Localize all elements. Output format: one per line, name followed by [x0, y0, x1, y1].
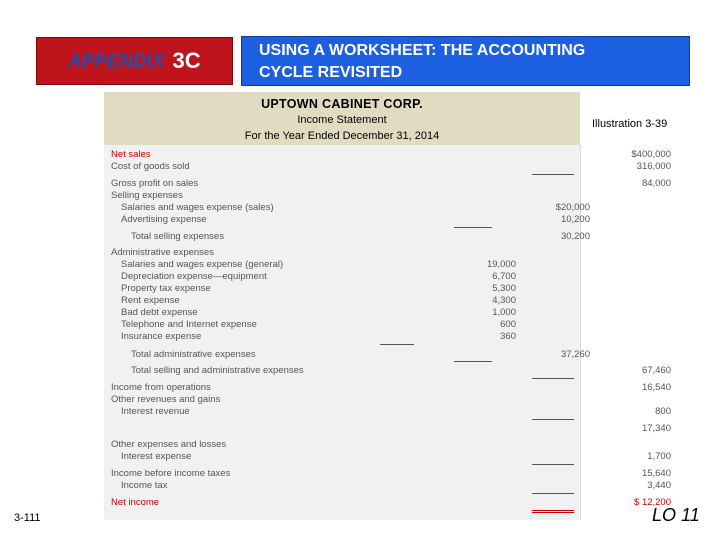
slide-title [241, 36, 690, 86]
row-label: Income before income taxes [111, 468, 231, 479]
underline [532, 464, 574, 465]
row-label: Interest revenue [121, 406, 190, 417]
statement-row [104, 423, 671, 435]
row-label: Insurance expense [121, 331, 202, 342]
double-underline [532, 510, 574, 513]
statement-row [104, 190, 580, 202]
statement-row [104, 497, 671, 509]
row-label: Income tax [121, 480, 168, 491]
row-label: Telephone and Internet expense [121, 319, 257, 330]
statement-name: Income Statement [297, 114, 387, 126]
row-label: Selling expenses [111, 190, 183, 201]
row-amount: 30,200 [560, 231, 590, 242]
row-label: Administrative expenses [111, 247, 214, 258]
row-label: Bad debt expense [121, 307, 198, 318]
row-amount: 37,260 [560, 349, 590, 360]
row-amount: 16,540 [641, 382, 671, 393]
statement-row [104, 406, 671, 418]
row-label: Property tax expense [121, 283, 211, 294]
underline [532, 493, 574, 494]
row-amount: $400,000 [631, 149, 671, 160]
learning-objective: LO 11 [652, 505, 700, 525]
statement-row [104, 271, 580, 283]
statement-period: For the Year Ended December 31, 2014 [244, 130, 440, 142]
statement-row [104, 319, 580, 331]
row-amount: 15,640 [641, 468, 671, 479]
row-amount: 67,460 [641, 365, 671, 376]
row-amount: 4,300 [492, 295, 516, 306]
row-amount: 84,000 [641, 178, 671, 189]
row-label: Income from operations [111, 382, 211, 393]
row-label: Gross profit on sales [111, 178, 199, 189]
statement-row [104, 202, 590, 214]
statement-row [104, 451, 671, 463]
statement-row [104, 295, 580, 307]
statement-row [104, 394, 580, 406]
underline [454, 361, 492, 362]
statement-row [104, 283, 580, 295]
statement-row [104, 365, 671, 377]
row-label: Total administrative expenses [131, 349, 256, 360]
statement-row [104, 307, 580, 319]
underline [454, 227, 492, 228]
appendix-word: APPENDIX [68, 50, 165, 71]
underline [532, 419, 574, 420]
illustration-label: Illustration 3-39 [592, 118, 668, 130]
row-amount: 6,700 [492, 271, 516, 282]
statement-row [104, 178, 671, 190]
title-line-2: CYCLE REVISITED [259, 64, 403, 81]
row-amount: 600 [500, 319, 516, 330]
row-amount: 800 [655, 406, 671, 417]
row-label: Advertising expense [121, 214, 207, 225]
appendix-banner [36, 37, 233, 85]
row-label: Salaries and wages expense (general) [121, 259, 284, 270]
statement-row [104, 382, 671, 394]
underline [532, 174, 574, 175]
statement-row [104, 331, 580, 343]
row-amount: 10,200 [560, 214, 590, 225]
row-amount: 5,300 [492, 283, 516, 294]
statement-row [104, 259, 580, 271]
statement-row [104, 161, 671, 173]
row-label: Net income [111, 497, 160, 508]
row-label: Cost of goods sold [111, 161, 190, 172]
row-label: Salaries and wages expense (sales) [121, 202, 274, 213]
statement-row [104, 214, 590, 226]
statement-row [104, 149, 671, 161]
underline [532, 378, 574, 379]
title-line-1: USING A WORKSHEET: THE ACCOUNTING [259, 42, 586, 59]
row-label: Total selling and administrative expenses [131, 365, 304, 376]
page-number: 3-111 [14, 512, 41, 524]
appendix-number: 3C [172, 48, 201, 73]
row-label: Rent expense [121, 295, 180, 306]
income-statement [104, 145, 671, 520]
row-amount: 17,340 [641, 423, 671, 434]
row-label: Net sales [111, 149, 151, 160]
row-amount: 316,000 [636, 161, 671, 172]
row-label: Interest expense [121, 451, 192, 462]
row-amount: 3,440 [647, 480, 671, 491]
statement-header [104, 92, 580, 145]
row-amount: $20,000 [555, 202, 590, 213]
company-name: UPTOWN CABINET CORP. [261, 97, 423, 111]
statement-row [104, 439, 580, 451]
row-label: Depreciation expense—equipment [121, 271, 267, 282]
statement-row [104, 231, 590, 243]
row-amount: 19,000 [486, 259, 516, 270]
statement-row [104, 468, 671, 480]
statement-row [104, 247, 580, 259]
statement-row [104, 480, 671, 492]
row-amount: 1,700 [647, 451, 671, 462]
row-amount: 1,000 [492, 307, 516, 318]
row-label: Other revenues and gains [111, 394, 221, 405]
underline [380, 344, 414, 345]
row-amount: $ 12,200 [634, 497, 671, 508]
row-label: Total selling expenses [131, 231, 224, 242]
row-amount: 360 [500, 331, 516, 342]
row-label: Other expenses and losses [111, 439, 227, 450]
statement-row [104, 349, 590, 361]
